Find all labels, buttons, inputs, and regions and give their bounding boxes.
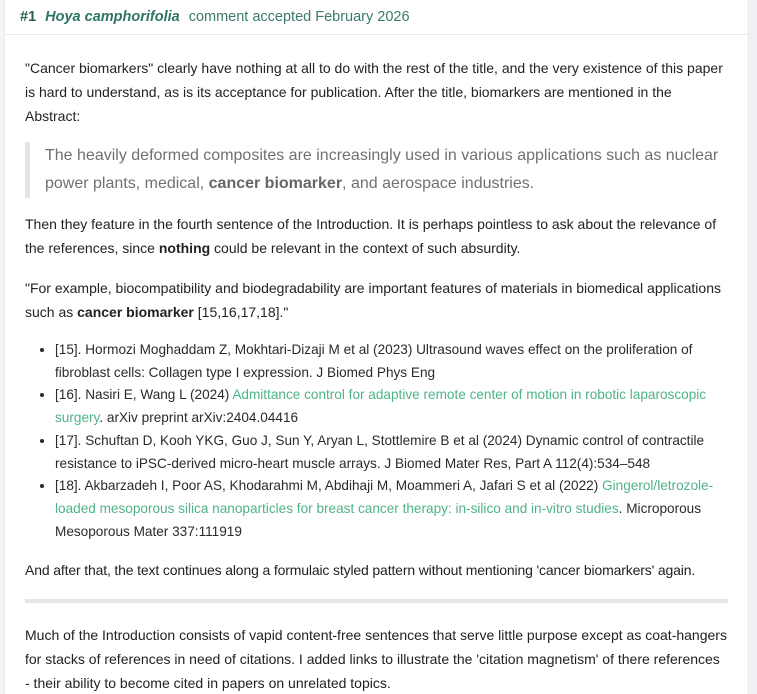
reference-text-after: . Microporous Mesoporous Mater 337:111919 (55, 500, 702, 539)
paragraph-formulaic: And after that, the text continues along a formulaic styled pattern without mentioning 'cancer biomarkers' again. (25, 562, 696, 579)
quote-text-before: The heavily deformed composites are increasingly used in various applications such as nuclear power plants, medical, (45, 147, 719, 192)
reference-item (55, 339, 728, 384)
reference-text-before: [18]. Akbarzadeh I, Poor AS, Khodarahmi M, Abdihaji M, Moammeri A, Jafari S et al (2022) (55, 478, 603, 494)
scrollbar-track[interactable] (750, 0, 757, 694)
reference-text: [15]. Hormozi Moghaddam Z, Mokhtari-Dizaji M et al (2023) Ultrasound waves effect on the proliferation of fibroblast cells: Collagen type I expression. J Biomed Phys Eng (55, 342, 693, 380)
comment-header (5, 0, 748, 35)
section-divider (25, 599, 728, 603)
p3-after: [15,16,17,18]." (193, 304, 289, 320)
paragraph-introduction (25, 212, 728, 260)
paragraph-intro: "Cancer biomarkers" clearly have nothing at all to do with the rest of the title, and the very existence of this paper is hard to understand, as is its acceptance for publication. After the title, biomarkers are mentioned in the Abstract: (25, 60, 723, 124)
species-name[interactable]: Hoya camphorifolia (45, 9, 180, 25)
abstract-quote (25, 142, 728, 198)
p2-after: could be relevant in the context of such absurdity. (210, 240, 521, 256)
reference-text-after: . arXiv preprint arXiv:2404.04416 (99, 410, 299, 426)
p2-bold: nothing (158, 240, 211, 256)
reference-text-before: [16]. Nasiri E, Wang L (2024) (55, 387, 233, 403)
quote-bold: cancer biomarker (208, 175, 343, 192)
reference-item (55, 430, 728, 475)
reference-item (55, 384, 728, 429)
comment-number: #1 (20, 9, 37, 25)
comment-card (4, 0, 749, 694)
p3-before: "For example, biocompatibility and biodegradability are important features of materials in biomedical applications such as (25, 280, 721, 320)
reference-link[interactable]: Admittance control for adaptive remote center of motion in robotic laparoscopic surgery (55, 387, 707, 426)
reference-item (55, 475, 728, 543)
reference-text: [17]. Schuftan D, Kooh YKG, Guo J, Sun Y, Aryan L, Stottlemire B et al (2024) Dynamic control of contractile resistance to iPSC-derived micro-heart muscle arrays. J Biomed Mater Res, Part A 112(4):534–548 (55, 432, 705, 471)
reference-link[interactable]: Gingerol/letrozole-loaded mesoporous silica nanoparticles for breast cancer therapy: in-silico and in-vitro studies (55, 478, 714, 516)
reference-list (25, 339, 728, 543)
comment-body (5, 56, 748, 694)
quote-text-after: , and aerospace industries. (342, 175, 535, 192)
p3-bold: cancer biomarker (77, 304, 194, 320)
p2-before: Then they feature in the fourth sentence of the Introduction. It is perhaps pointless to ask about the relevance of the references, since (25, 216, 717, 256)
comment-status: comment accepted February 2026 (188, 9, 410, 25)
paragraph-citation-magnetism: Much of the Introduction consists of vapid content-free sentences that serve little purpose except as coat-hangers for stacks of references in need of citations. I added links to illustrate the 'citation magnetism' of there references - their ability to become cited in papers on unrelated topics. (25, 627, 727, 692)
paragraph-citation-quote (25, 276, 728, 324)
